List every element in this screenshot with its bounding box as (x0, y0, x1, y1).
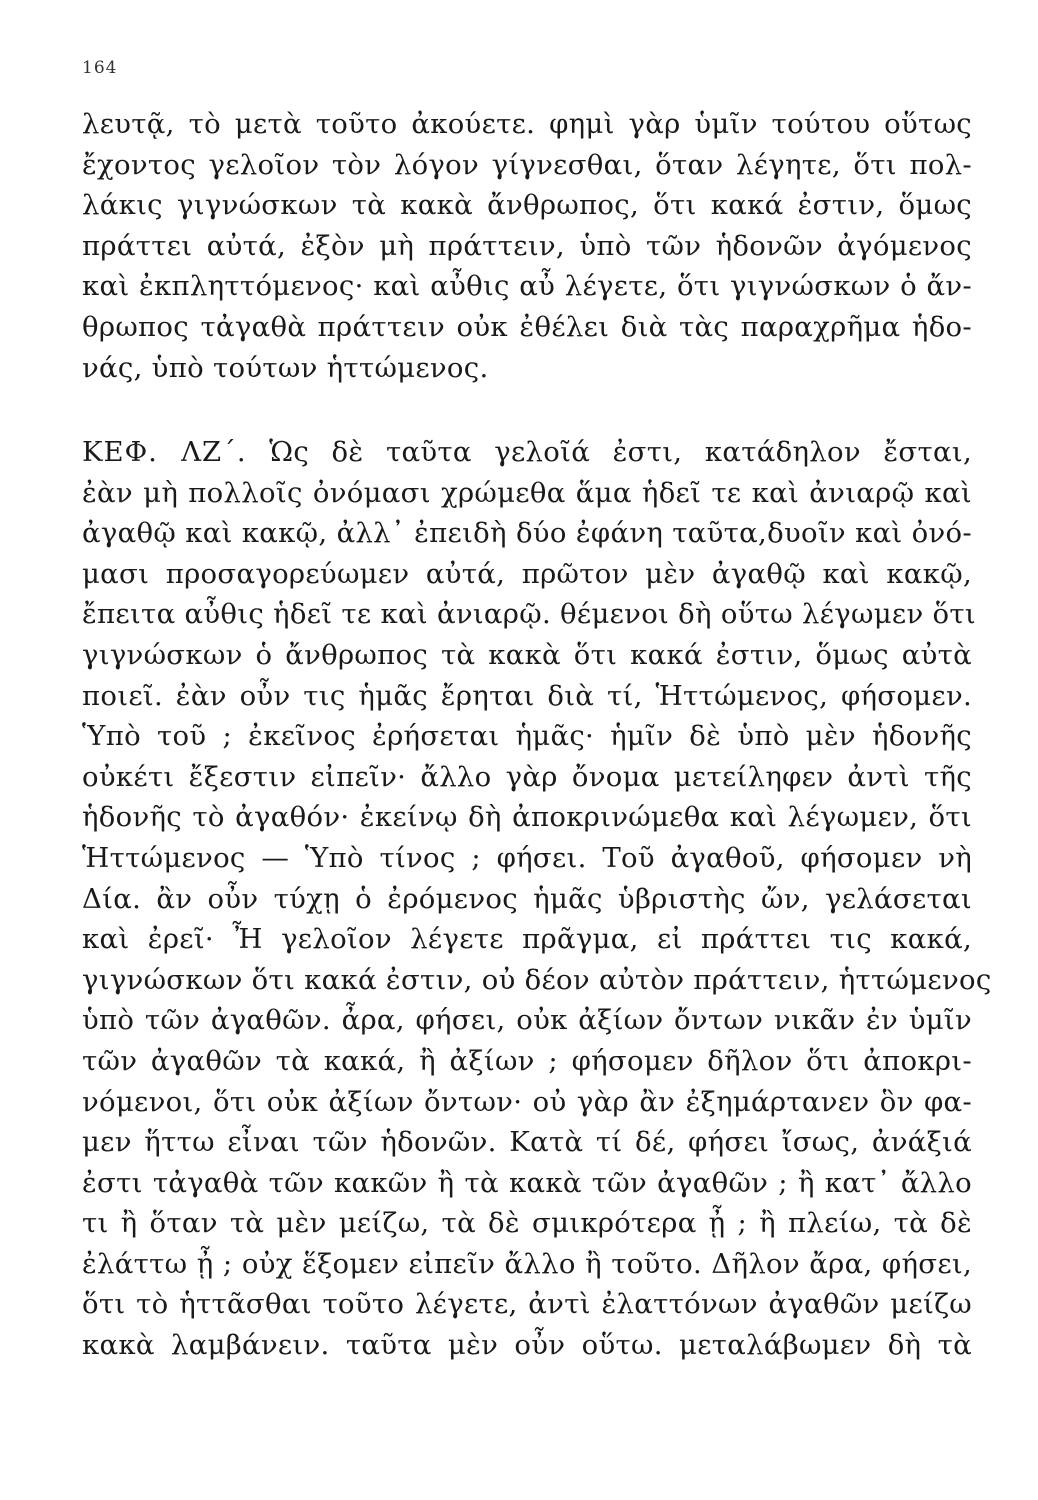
text-line: νάς, ὑπὸ τούτων ἡττώμενος. (82, 351, 489, 384)
text-line: ὑπὸ τῶν ἀγαθῶν. ἆρα, φήσει, οὐκ ἀξίων ὄντων νικᾶν ἐν ὑμῖν (82, 1004, 972, 1037)
text-line-fragment: Ὡς δὲ ταῦτα γελοῖά ἐστι, κατάδηλον ἔσται, (269, 436, 972, 468)
text-line: ποιεῖ. ἐὰν οὖν τις ἡμᾶς ἔρηται διὰ τί, Ἡττώμενος, φήσομεν. (82, 679, 972, 712)
text-line: κακὰ λαμβάνειν. ταῦτα μὲν οὖν οὕτω. μεταλάβωμεν δὴ τὰ (82, 1329, 972, 1362)
text-line: ἐστι τἀγαθὰ τῶν κακῶν ἢ τὰ κακὰ τῶν ἀγαθῶν ; ἢ κατ᾽ ἄλλο (82, 1166, 972, 1199)
text-line: Δία. ἂν οὖν τύχῃ ὁ ἐρόμενος ἡμᾶς ὑβριστὴς ὤν, γελάσεται (82, 882, 972, 915)
text-line: ὅτι τὸ ἡττᾶσθαι τοῦτο λέγετε, ἀντὶ ἐλαττόνων ἀγαθῶν μείζω (82, 1288, 972, 1321)
text-line: Ὑπὸ τοῦ ; ἐκεῖνος ἐρήσεται ἡμᾶς· ἡμῖν δὲ ὑπὸ μὲν ἡδονῆς (82, 720, 972, 753)
text-line: γιγνώσκων ὅτι κακά ἐστιν, οὐ δέον αὐτὸν πράττειν, ἡττώμενος (82, 963, 992, 996)
text-line: γιγνώσκων ὁ ἄνθρωπος τὰ κακὰ ὅτι κακά ἐστιν, ὅμως αὐτὰ (82, 638, 972, 671)
text-line: λευτᾷ, τὸ μετὰ τοῦτο ἀκούετε. φημὶ γὰρ ὑμῖν τούτου οὕτως (82, 108, 972, 140)
text-line: Ἡττώμενος — Ὑπὸ τίνος ; φήσει. Τοῦ ἀγαθοῦ, φήσομεν νὴ (82, 841, 972, 874)
text-line: λάκις γιγνώσκων τὰ κακὰ ἄνθρωπος, ὅτι κακά ἐστιν, ὅμως (82, 189, 972, 222)
text-line: ἔπειτα αὖθις ἡδεῖ τε καὶ ἀνιαρῷ. θέμενοι δὴ οὕτω λέγωμεν ὅτι (82, 598, 976, 631)
text-line: πράττει αὐτά, ἐξὸν μὴ πράττειν, ὑπὸ τῶν ἡδονῶν ἀγόμενος (82, 229, 972, 262)
text-line-with-heading (82, 432, 972, 473)
text-line: μεν ἥττω εἶναι τῶν ἡδονῶν. Κατὰ τί δέ, φήσει ἴσως, ἀνάξιά (82, 1126, 972, 1159)
paragraph-1 (82, 104, 972, 388)
text-line: ἀγαθῷ καὶ κακῷ, ἀλλ᾽ ἐπειδὴ δύο ἐφάνη ταῦτα,δυοῖν καὶ ὀνό- (82, 517, 972, 550)
text-line: θρωπος τἀγαθὰ πράττειν οὐκ ἐθέλει διὰ τὰς παραχρῆμα ἡδο- (82, 310, 972, 343)
text-line: νόμενοι, ὅτι οὐκ ἀξίων ὄντων· οὐ γὰρ ἂν ἐξημάρτανεν ὃν φα- (82, 1085, 972, 1118)
chapter-heading: ΚΕΦ. ΛΖ΄. (82, 436, 247, 468)
paragraph-2 (82, 432, 992, 1366)
text-line: οὐκέτι ἔξεστιν εἰπεῖν· ἄλλο γὰρ ὄνομα μετείληφεν ἀντὶ τῆς (82, 760, 972, 793)
text-line: καὶ ἐκπληττόμενος· καὶ αὖθις αὖ λέγετε, ὅτι γιγνώσκων ὁ ἄν- (82, 270, 972, 303)
text-line: μασι προσαγορεύωμεν αὐτά, πρῶτον μὲν ἀγαθῷ καὶ κακῷ, (82, 557, 972, 590)
text-line: τι ἢ ὅταν τὰ μὲν μείζω, τὰ δὲ σμικρότερα ᾖ ; ἢ πλείω, τὰ δὲ (82, 1207, 972, 1240)
page-number: 164 (82, 58, 118, 78)
text-line: ἡδονῆς τὸ ἀγαθόν· ἐκείνῳ δὴ ἀποκρινώμεθα καὶ λέγωμεν, ὅτι (82, 801, 972, 834)
text-line: ἔχοντος γελοῖον τὸν λόγον γίγνεσθαι, ὅταν λέγητε, ὅτι πολ- (82, 148, 972, 181)
text-line: καὶ ἐρεῖ· Ἦ γελοῖον λέγετε πρᾶγμα, εἰ πράττει τις κακά, (82, 923, 972, 956)
text-line: ἐλάττω ᾖ ; οὐχ ἕξομεν εἰπεῖν ἄλλο ἢ τοῦτο. Δῆλον ἄρα, φήσει, (82, 1247, 972, 1280)
text-line: ἐὰν μὴ πολλοῖς ὀνόμασι χρώμεθα ἅμα ἡδεῖ τε καὶ ἀνιαρῷ καὶ (82, 476, 972, 509)
text-line: τῶν ἀγαθῶν τὰ κακά, ἢ ἀξίων ; φήσομεν δῆλον ὅτι ἀποκρι- (82, 1044, 972, 1077)
